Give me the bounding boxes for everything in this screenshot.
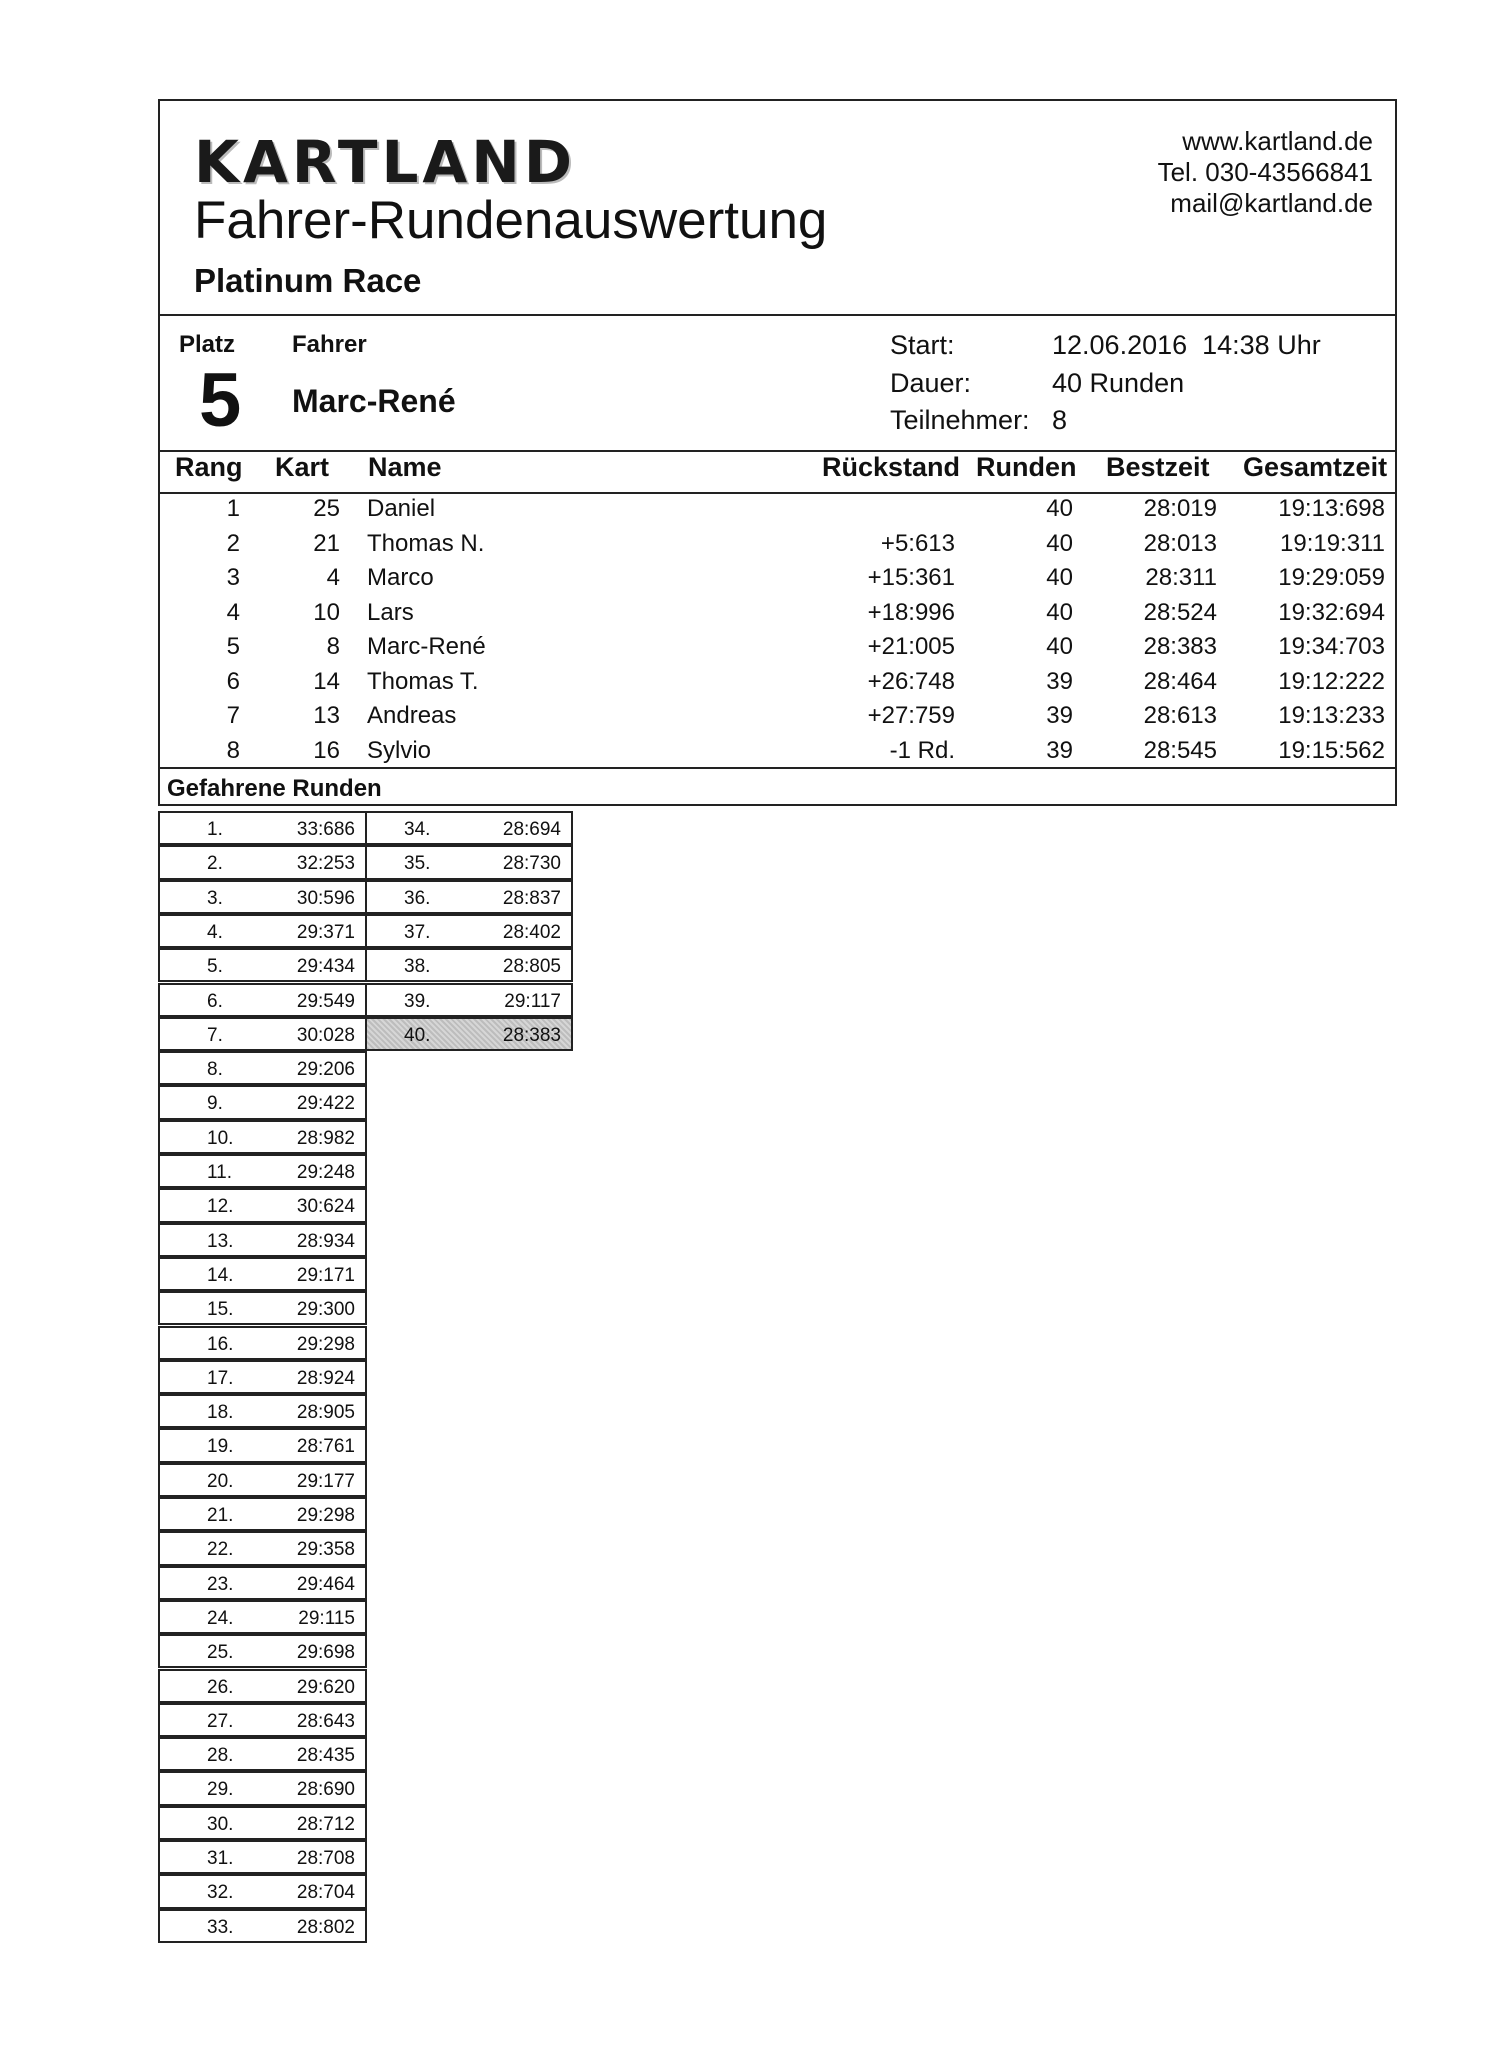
- lap-number: 15.: [207, 1299, 234, 1321]
- lap-time: 29:206: [296, 1059, 355, 1081]
- lap-time: 28:690: [296, 1779, 355, 1801]
- page-title: Fahrer-Rundenauswertung: [194, 191, 828, 250]
- name-cell: Thomas T.: [367, 667, 479, 695]
- lap-cell: [158, 1428, 367, 1462]
- lap-time: 29:248: [296, 1162, 355, 1183]
- contact-email: mail@kartland.de: [1170, 188, 1373, 218]
- lap-cell: [158, 811, 367, 845]
- lap-number: 14.: [207, 1264, 234, 1286]
- lap-number: 12.: [207, 1196, 234, 1218]
- start-label: Start:: [890, 330, 955, 360]
- name-cell: Andreas: [367, 702, 457, 729]
- lap-time: 32:253: [296, 853, 355, 875]
- rang-cell: 6: [226, 667, 240, 695]
- rang-cell: 4: [226, 598, 240, 626]
- lap-cell: [158, 948, 367, 982]
- lap-time: 28:802: [296, 1916, 355, 1938]
- gesamtzeit-cell: 19:29:059: [1278, 564, 1385, 591]
- lap-cell: [158, 1840, 367, 1874]
- result-row: [160, 560, 1395, 595]
- rueckstand-cell: -1 Rd.: [889, 736, 955, 764]
- bestzeit-cell: 28:524: [1143, 598, 1217, 626]
- lap-cell: [158, 1531, 367, 1565]
- lap-cell: [158, 1909, 367, 1943]
- lap-number: 34.: [404, 819, 431, 840]
- lap-time: 28:837: [502, 887, 561, 909]
- bestzeit-cell: 28:383: [1143, 633, 1217, 660]
- kartland-logo: KARTLAND: [194, 128, 576, 196]
- fahrer-label: Fahrer: [292, 331, 367, 358]
- lap-time: 28:982: [296, 1127, 355, 1149]
- lap-time: 30:624: [296, 1196, 355, 1218]
- kart-cell: 4: [326, 564, 340, 591]
- lap-time: 30:596: [296, 887, 355, 909]
- result-row: [160, 664, 1395, 699]
- lap-cell: [158, 1120, 367, 1154]
- driver-name: Marc-René: [292, 383, 456, 419]
- bestzeit-cell: 28:311: [1145, 564, 1217, 591]
- lap-number: 28.: [207, 1745, 234, 1767]
- race-name: Platinum Race: [194, 262, 422, 299]
- lap-cell: [158, 845, 367, 879]
- lap-number: 1.: [207, 819, 223, 840]
- lap-time: 28:730: [502, 853, 561, 875]
- lap-cell: [158, 1566, 367, 1600]
- lap-time: 28:934: [296, 1230, 355, 1252]
- lap-time: 29:300: [296, 1299, 355, 1321]
- lap-number: 23.: [207, 1573, 234, 1595]
- lap-cell: [158, 1634, 367, 1668]
- rueckstand-cell: +21:005: [867, 633, 955, 660]
- kart-cell: 16: [313, 736, 340, 764]
- lap-number: 38.: [404, 956, 431, 978]
- lap-number: 37.: [404, 921, 431, 943]
- col-header-bestzeit: Bestzeit: [1106, 452, 1210, 482]
- divider: [158, 767, 1397, 769]
- rueckstand-cell: +15:361: [867, 564, 955, 591]
- lap-time: 28:924: [296, 1367, 355, 1389]
- lap-number: 39.: [404, 990, 431, 1012]
- dauer-label: Dauer:: [890, 368, 972, 398]
- lap-time: 29:171: [296, 1264, 355, 1286]
- lap-number: 21.: [207, 1505, 234, 1526]
- lap-number: 13.: [207, 1230, 234, 1252]
- lap-time: 28:761: [296, 1436, 355, 1458]
- start-value: 12.06.2016 14:38 Uhr: [1052, 330, 1321, 360]
- kart-cell: 10: [313, 598, 340, 626]
- lap-time: 28:712: [296, 1813, 355, 1835]
- lap-time: 29:620: [296, 1676, 355, 1698]
- gesamtzeit-cell: 19:34:703: [1278, 633, 1385, 660]
- name-cell: Marc-René: [367, 633, 486, 660]
- lap-number: 35.: [404, 853, 431, 875]
- lap-time: 29:298: [296, 1505, 355, 1526]
- platz-label: Platz: [179, 331, 236, 358]
- runden-cell: 40: [1046, 633, 1073, 660]
- lap-time: 29:358: [296, 1539, 355, 1561]
- lap-cell: [158, 1394, 367, 1428]
- lap-cell: [158, 1703, 367, 1737]
- rang-cell: 7: [226, 702, 240, 729]
- lap-cell: [365, 845, 573, 879]
- lap-number: 27.: [207, 1710, 234, 1732]
- name-cell: Daniel: [367, 495, 436, 522]
- lap-cell: [158, 1017, 367, 1051]
- contact-phone: Tel. 030-43566841: [1157, 157, 1373, 187]
- lap-number: 4.: [207, 921, 223, 943]
- col-header-runden: Runden: [976, 452, 1077, 482]
- lap-cell: [365, 948, 573, 982]
- lap-number: 24.: [207, 1607, 234, 1629]
- col-header-rueckstand: Rückstand: [822, 452, 961, 482]
- name-cell: Thomas N.: [367, 529, 485, 557]
- lap-time: 28:708: [296, 1848, 355, 1869]
- lap-number: 20.: [207, 1470, 234, 1492]
- lap-cell: [158, 1188, 367, 1222]
- lap-time: 28:805: [502, 956, 561, 978]
- col-header-kart: Kart: [275, 452, 330, 482]
- gesamtzeit-cell: 19:15:562: [1278, 736, 1385, 764]
- lap-number: 9.: [207, 1093, 223, 1115]
- kart-cell: 13: [313, 702, 340, 729]
- lap-cell: [158, 983, 367, 1017]
- rang-cell: 8: [226, 736, 240, 764]
- lap-cell: [365, 1017, 573, 1051]
- result-row: [160, 526, 1395, 561]
- result-row: [160, 629, 1395, 664]
- rueckstand-cell: +26:748: [867, 667, 955, 695]
- lap-cell: [158, 1463, 367, 1497]
- lap-number: 18.: [207, 1402, 234, 1424]
- gesamtzeit-cell: 19:13:233: [1278, 702, 1385, 729]
- kart-cell: 8: [326, 633, 340, 660]
- name-cell: Marco: [367, 564, 434, 591]
- divider: [158, 450, 1397, 452]
- runden-cell: 40: [1046, 529, 1073, 557]
- runden-cell: 40: [1046, 598, 1073, 626]
- lap-number: 33.: [207, 1916, 234, 1938]
- lap-time: 30:028: [296, 1024, 355, 1046]
- lap-number: 7.: [207, 1024, 223, 1046]
- lap-number: 17.: [207, 1367, 234, 1389]
- lap-cell: [158, 1360, 367, 1394]
- lap-time: 29:464: [296, 1573, 355, 1595]
- runden-cell: 39: [1046, 702, 1073, 729]
- runden-cell: 40: [1046, 564, 1073, 591]
- lap-time: 28:643: [296, 1710, 355, 1732]
- teilnehmer-label: Teilnehmer:: [890, 405, 1030, 435]
- gesamtzeit-cell: 19:32:694: [1278, 598, 1385, 626]
- lap-time: 28:435: [296, 1745, 355, 1767]
- runden-cell: 39: [1046, 667, 1073, 695]
- laps-heading: Gefahrene Runden: [167, 775, 382, 802]
- lap-cell: [158, 1051, 367, 1085]
- lap-number: 16.: [207, 1333, 234, 1355]
- lap-time: 29:177: [296, 1470, 355, 1492]
- col-header-gesamtzeit: Gesamtzeit: [1243, 452, 1388, 482]
- lap-time: 29:698: [296, 1642, 355, 1664]
- rueckstand-cell: +18:996: [867, 598, 955, 626]
- runden-cell: 39: [1046, 736, 1073, 764]
- bestzeit-cell: 28:019: [1143, 495, 1217, 522]
- lap-number: 36.: [404, 887, 431, 909]
- lap-cell: [158, 1771, 367, 1805]
- lap-number: 32.: [207, 1882, 234, 1904]
- lap-number: 25.: [207, 1642, 234, 1664]
- lap-number: 11.: [207, 1162, 233, 1183]
- lap-time: 29:371: [296, 921, 355, 943]
- lap-cell: [158, 1600, 367, 1634]
- rang-cell: 3: [226, 564, 240, 591]
- rueckstand-cell: +5:613: [880, 529, 955, 557]
- kart-cell: 25: [313, 495, 340, 522]
- lap-number: 40.: [404, 1024, 431, 1046]
- divider: [158, 314, 1397, 316]
- name-cell: Lars: [367, 598, 414, 626]
- bestzeit-cell: 28:545: [1143, 736, 1217, 764]
- lap-number: 19.: [207, 1436, 234, 1458]
- lap-cell: [158, 1669, 367, 1703]
- teilnehmer-value: 8: [1052, 405, 1068, 435]
- lap-cell: [365, 914, 573, 948]
- lap-time: 33:686: [296, 819, 355, 840]
- lap-number: 8.: [207, 1059, 223, 1081]
- lap-number: 2.: [207, 853, 223, 875]
- lap-number: 6.: [207, 990, 223, 1012]
- result-row: [160, 733, 1395, 768]
- lap-time: 28:905: [296, 1402, 355, 1424]
- lap-number: 10.: [207, 1127, 234, 1149]
- lap-cell: [365, 880, 573, 914]
- lap-time: 29:117: [504, 990, 561, 1012]
- lap-number: 29.: [207, 1779, 234, 1801]
- lap-cell: [158, 1291, 367, 1325]
- lap-time: 29:434: [296, 956, 355, 978]
- lap-number: 5.: [207, 956, 223, 978]
- rang-cell: 5: [226, 633, 240, 660]
- lap-number: 3.: [207, 887, 223, 909]
- name-cell: Sylvio: [367, 736, 432, 764]
- lap-cell: [158, 1223, 367, 1257]
- rang-cell: 2: [226, 529, 240, 557]
- contact-block: [1158, 126, 1373, 219]
- gesamtzeit-cell: 19:12:222: [1278, 667, 1385, 695]
- kart-cell: 21: [313, 529, 340, 557]
- lap-time: 29:115: [298, 1607, 355, 1629]
- col-header-name: Name: [368, 452, 442, 482]
- lap-number: 31.: [207, 1848, 234, 1869]
- result-row: [160, 595, 1395, 630]
- lap-time: 28:694: [502, 819, 561, 840]
- lap-time: 29:298: [296, 1333, 355, 1355]
- kart-cell: 14: [313, 667, 340, 695]
- result-row: [160, 491, 1395, 526]
- gesamtzeit-cell: 19:13:698: [1278, 495, 1385, 522]
- lap-time: 28:383: [502, 1024, 561, 1046]
- lap-cell: [158, 1154, 367, 1188]
- lap-time: 28:704: [296, 1882, 355, 1904]
- lap-cell: [158, 1085, 367, 1119]
- bestzeit-cell: 28:613: [1143, 702, 1217, 729]
- col-header-rang: Rang: [175, 452, 243, 482]
- runden-cell: 40: [1046, 495, 1073, 522]
- contact-website: www.kartland.de: [1182, 126, 1373, 156]
- bestzeit-cell: 28:464: [1143, 667, 1217, 695]
- lap-number: 30.: [207, 1813, 234, 1835]
- rang-cell: 1: [226, 495, 240, 522]
- lap-cell: [365, 983, 573, 1017]
- platz-value: 5: [199, 358, 242, 443]
- dauer-value: 40 Runden: [1052, 368, 1185, 398]
- result-row: [160, 698, 1395, 733]
- lap-time: 29:549: [296, 990, 355, 1012]
- gesamtzeit-cell: 19:19:311: [1280, 529, 1385, 557]
- lap-cell: [158, 1326, 367, 1360]
- lap-cell: [158, 914, 367, 948]
- lap-number: 26.: [207, 1676, 234, 1698]
- lap-cell: [158, 880, 367, 914]
- lap-cell: [158, 1874, 367, 1908]
- lap-number: 22.: [207, 1539, 234, 1561]
- lap-cell: [158, 1737, 367, 1771]
- lap-time: 29:422: [296, 1093, 355, 1115]
- rueckstand-cell: +27:759: [867, 702, 955, 729]
- lap-cell: [158, 1257, 367, 1291]
- lap-cell: [158, 1497, 367, 1531]
- lap-cell: [365, 811, 573, 845]
- lap-time: 28:402: [502, 921, 561, 943]
- lap-cell: [158, 1806, 367, 1840]
- bestzeit-cell: 28:013: [1143, 529, 1217, 557]
